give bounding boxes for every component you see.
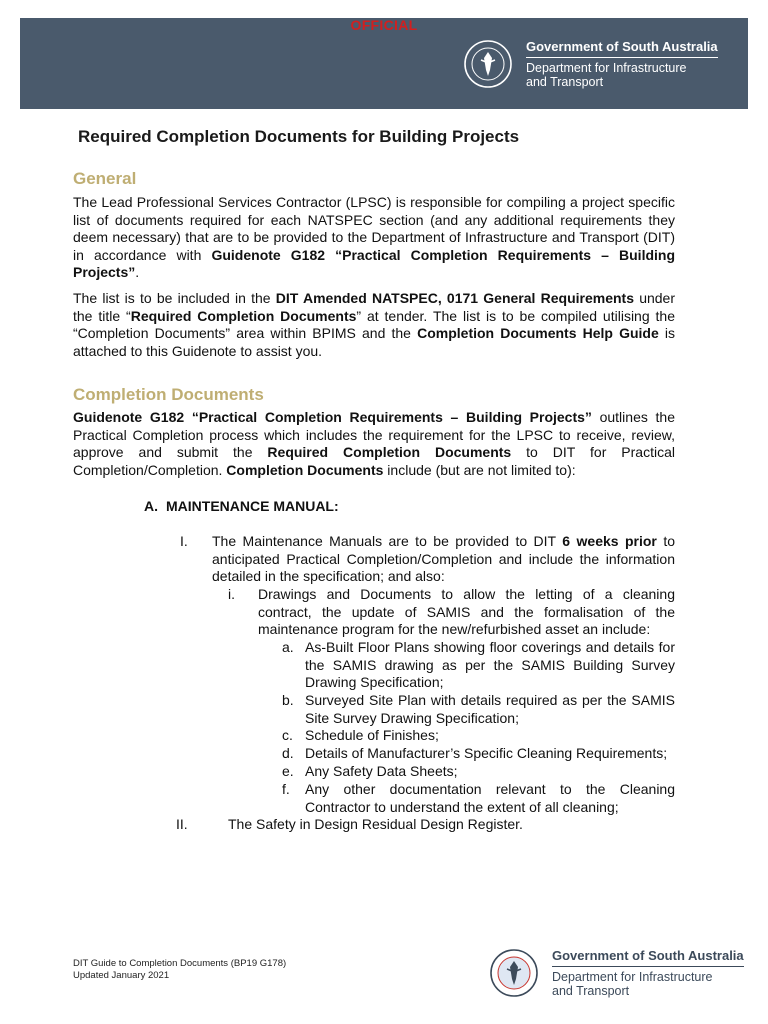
list-item: b. Surveyed Site Plan with details required as per the SAMIS Site Survey Drawing Specification;: [282, 692, 675, 726]
footer-logo: [490, 948, 744, 998]
page-title: Required Completion Documents for Building Projects: [78, 127, 520, 146]
sa-seal-icon: [464, 40, 512, 88]
general-paragraph-1: The Lead Professional Services Contractor (LPSC) is responsible for compiling a project specific list of documents required for each NATSPEC section (and any additional requirements they deem necessary) that are to be provided to the Department of Infrastructure and Transport (DIT) in accordance with Guidenote G182 “Practical Completion Requirements – Building Projects”.: [73, 194, 676, 280]
sa-seal-icon: [490, 949, 538, 997]
list-item: a. As-Built Floor Plans showing floor coverings and details for the SAMIS drawing as per the SAMIS Building Survey Drawing Specification;: [282, 639, 675, 690]
dept-name-1: Department for Infrastructure: [552, 970, 713, 984]
general-paragraph-2: The list is to be included in the DIT Amended NATSPEC, 0171 General Requirements under the title “Required Completion Documents” at tender. The list is to be compiled utilising the “Completion Documents” area within BPIMS and the Completion Documents Help Guide is attached to this Guidenote to assist you.: [73, 290, 676, 359]
list-item-II: II. The Safety in Design Residual Design Register.: [176, 816, 523, 832]
dept-name-2: and Transport: [552, 984, 630, 998]
gov-name: Government of South Australia: [526, 39, 718, 58]
completion-heading: Completion Documents: [73, 385, 264, 404]
general-heading: General: [73, 169, 137, 188]
completion-paragraph: Guidenote G182 “Practical Completion Requirements – Building Projects” outlines the Practical Completion process which includes the requirement for the LPSC to receive, review, approve and submit the Required Completion Documents to DIT for Practical Completion/Completion. Completion Documents include (but are not limited to):: [73, 409, 675, 478]
dept-name-2: and Transport: [526, 75, 604, 89]
list-item: d. Details of Manufacturer’s Specific Cleaning Requirements;: [282, 745, 668, 761]
list-item: c. Schedule of Finishes;: [282, 727, 439, 743]
list-item: f. Any other documentation relevant to the Cleaning Contractor to understand the extent of all cleaning;: [282, 781, 675, 815]
header-logo: [464, 39, 718, 89]
list-item: e. Any Safety Data Sheets;: [282, 763, 458, 779]
list-item-I: I. The Maintenance Manuals are to be provided to DIT 6 weeks prior to anticipated Practical Completion/Completion and include the information detailed in the specification; and also:: [180, 533, 676, 584]
gov-name: Government of South Australia: [552, 948, 744, 967]
dept-name-1: Department for Infrastructure: [526, 61, 687, 75]
footer-line-1: DIT Guide to Completion Documents (BP19 G178): [73, 958, 287, 969]
maintenance-heading: A. MAINTENANCE MANUAL:: [144, 498, 339, 514]
footer-line-2: Updated January 2021: [73, 969, 170, 981]
footer-text: [73, 958, 286, 981]
official-marking: OFFICIAL: [350, 17, 418, 33]
list-item-i: i. Drawings and Documents to allow the letting of a cleaning contract, the update of SAMIS and the formalisation of the maintenance program for the new/refurbished asset an include:: [228, 586, 675, 637]
